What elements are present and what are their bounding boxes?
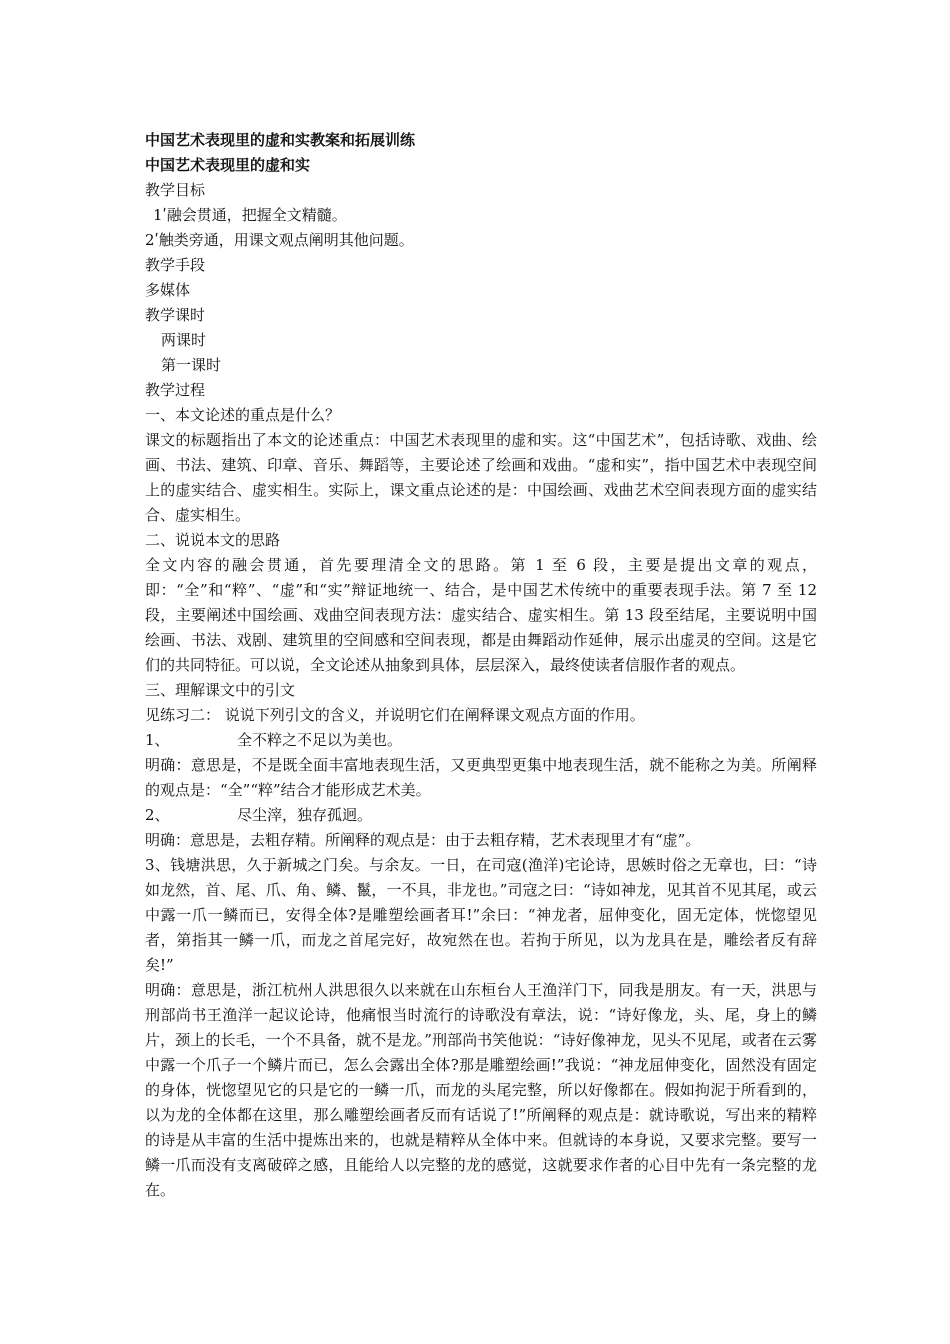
exercise-prompt: 见练习二： 说说下列引文的含义，并说明它们在阐释课文观点方面的作用。 — [145, 706, 645, 724]
goal-item: 2ʹ触类旁通，用课文观点阐明其他问题。 — [145, 231, 414, 249]
quote-item — [145, 803, 817, 828]
quote-number: 1、 — [145, 731, 170, 749]
means-heading: 教学手段 — [145, 256, 206, 274]
means-text: 多媒体 — [145, 281, 191, 299]
doc-title: 中国艺术表现里的虚和实教案和拓展训练 — [145, 131, 416, 149]
section-heading: 三、理解课文中的引文 — [145, 681, 296, 699]
answer-paragraph: 明确：意思是，浙江杭州人洪思很久以来就在山东桓台人王渔洋门下，同我是朋友。有一天，洪思与刑部尚书王渔洋一起议论诗，他痛恨当时流行的诗歌没有章法，说：“诗好像龙，头、尾，身上的鳞片，颈上的长毛，一个不具备，就不是龙。”刑部尚书笑他说：“诗好像神龙，见头不见尾，或者在云雾中露一个爪子一个鳞片而已，怎么会露出全体?那是雕塑绘画!”我说：“神龙屈伸变化，固然没有固定的身体，恍惚望见它的只是它的一鳞一爪，而龙的头尾完整，所以好像都在。假如拘泥于所看到的，以为龙的全体都在这里，那么雕塑绘画者反而有话说了!”所阐释的观点是：就诗歌说，写出来的精粹的诗是从丰富的生活中提炼出来的，也就是精粹从全体中来。但就诗的本身说，又要求完整。要写一鳞一爪而没有支离破碎之感，且能给人以完整的龙的感觉，这就要求作者的心目中先有一条完整的龙在。 — [145, 981, 817, 1199]
hours-text: 两课时 — [161, 331, 207, 349]
document-page — [145, 128, 817, 1203]
quote-item — [145, 728, 817, 753]
section-heading: 一、本文论述的重点是什么？ — [145, 406, 341, 424]
doc-subtitle: 中国艺术表现里的虚和实 — [145, 156, 311, 174]
paragraph: 全文内容的融会贯通，首先要理清全文的思路。第 1 至 6 段，主要是提出文章的观点，即：“全”和“粹”、“虚”和“实”辩证地统一、结合，是中国艺术传统中的重要表现手法。第 7 至 12 段，主要阐述中国绘画、戏曲空间表现方法：虚实结合、虚实相生。第 13 段至结尾，主要说明中国绘画、书法、戏剧、建筑里的空间感和空间表现，都是由舞蹈动作延伸，展示出虚灵的空间。这是它们的共同特征。可以说，全文论述从抽象到具体，层层深入，最终使读者信服作者的观点。 — [145, 556, 817, 674]
lesson-label: 第一课时 — [161, 356, 222, 374]
section-heading: 二、说说本文的思路 — [145, 531, 281, 549]
answer-paragraph: 明确：意思是，去粗存精。所阐释的观点是：由于去粗存精，艺术表现里才有“虚”。 — [145, 831, 701, 849]
quote-paragraph: 3、钱塘洪思，久于新城之门矣。与余友。一日，在司寇(渔洋)宅论诗，思嫉时俗之无章也，曰：“诗如龙然，首、尾、爪、角、鳞、鬣，一不具，非龙也。”司寇之曰：“诗如神龙，见其首不见其尾，或云中露一爪一鳞而已，安得全体?是雕塑绘画者耳!”余曰：“神龙者，屈伸变化，固无定体，恍惚望见者，第指其一鳞一爪，而龙之首尾完好，故宛然在也。若拘于所见，以为龙具在是，雕绘者反有辞矣!” — [145, 856, 817, 974]
goals-heading: 教学目标 — [145, 181, 206, 199]
quote-number: 2、 — [145, 806, 170, 824]
hours-heading: 教学课时 — [145, 306, 206, 324]
quote-text: 全不粹之不足以为美也。 — [237, 731, 403, 749]
answer-paragraph: 明确：意思是，不是既全面丰富地表现生活，又更典型更集中地表现生活，就不能称之为美。所阐释的观点是：“全”“粹”结合才能形成艺术美。 — [145, 756, 817, 799]
process-heading: 教学过程 — [145, 381, 206, 399]
paragraph: 课文的标题指出了本文的论述重点：中国艺术表现里的虚和实。这“中国艺术”，包括诗歌、戏曲、绘画、书法、建筑、印章、音乐、舞蹈等，主要论述了绘画和戏曲。“虚和实”，指中国艺术中表现空间上的虚实结合、虚实相生。实际上，课文重点论述的是：中国绘画、戏曲艺术空间表现方面的虚实结合、虚实相生。 — [145, 431, 817, 524]
goal-item: 1ʹ融会贯通，把握全文精髓。 — [153, 206, 347, 224]
quote-text: 尽尘滓，独存孤迥。 — [237, 806, 373, 824]
